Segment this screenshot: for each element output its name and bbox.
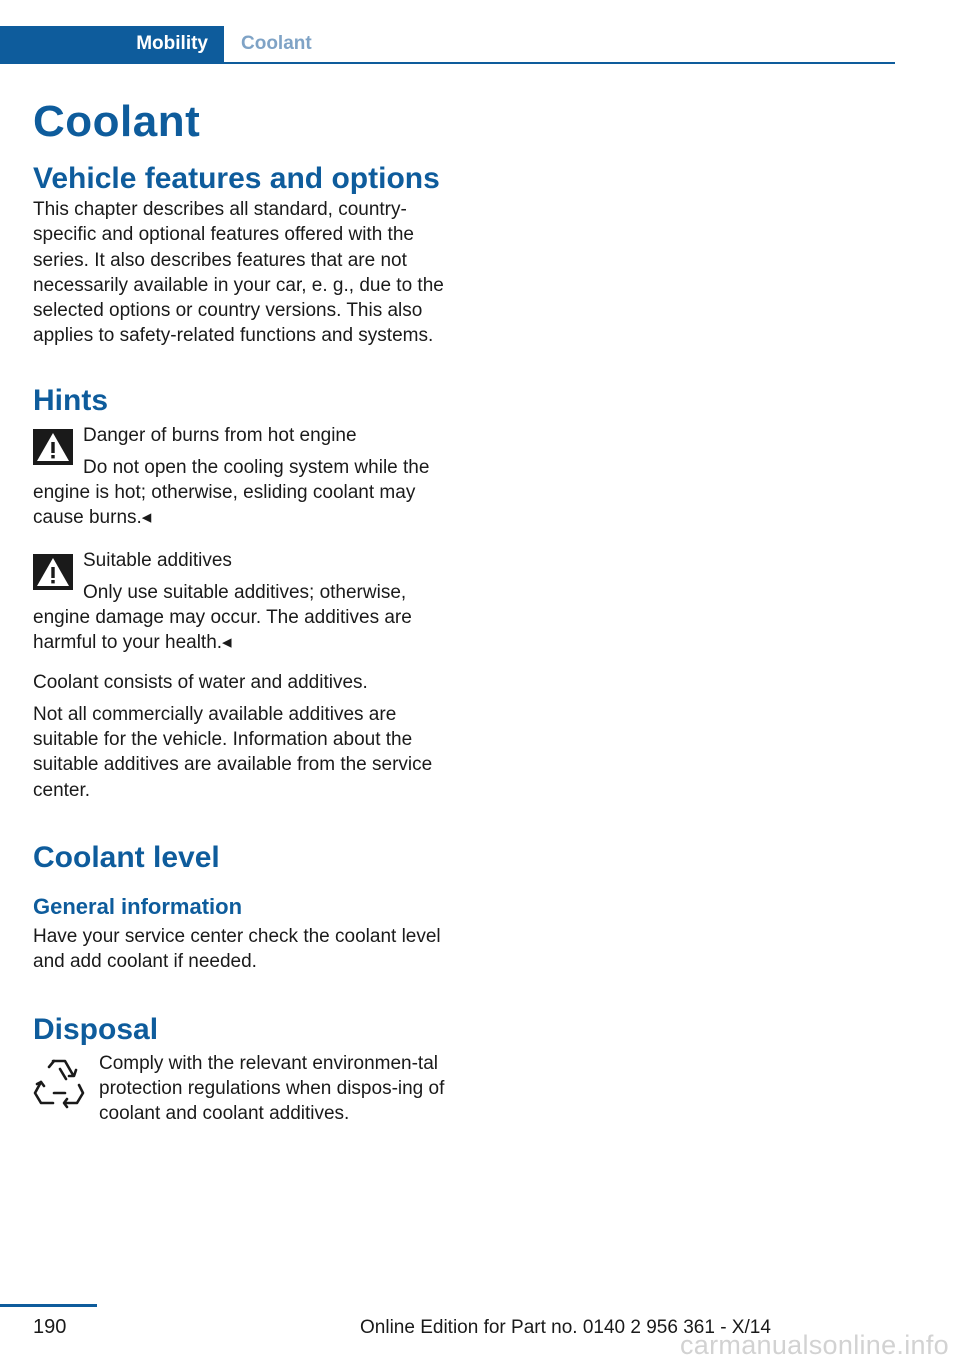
header-bar (0, 26, 895, 64)
tab-coolant[interactable]: Coolant (241, 33, 312, 54)
vehicle-features-text: This chapter describes all standard, country-specific and optional features offered with the series. It also describes features that are not necessarily available in your car, e. g., due to the selected options or country versions. This also applies to safety-related functions and systems. (33, 199, 444, 347)
page-number: 190 (33, 1316, 67, 1338)
warning-burns-text: Do not open the cooling system while the engine is hot; otherwise, esliding coolant may cause burns.◂ (33, 456, 430, 529)
warning-additives-title: Suitable additives (83, 549, 232, 571)
footer-rule (0, 1304, 97, 1307)
warning-burns-title: Danger of burns from hot engine (83, 424, 357, 446)
section-heading-disposal: Disposal (33, 1012, 159, 1046)
coolant-composition-text: Coolant consists of water and additives. (33, 671, 368, 693)
section-heading-hints: Hints (33, 383, 108, 417)
coolant-level-text: Have your service center check the coolant level and add coolant if needed. (33, 926, 441, 973)
watermark: carmanualsonline.info (680, 1330, 949, 1360)
additives-info-text: Not all commercially available additives are suitable for the vehicle. Information about the suitable additives are available from the service center. (33, 703, 433, 801)
section-heading-vehicle-features: Vehicle features and options (33, 162, 440, 195)
edition-note: Online Edition for Part no. 0140 2 956 361 - X/14 (360, 1317, 771, 1338)
tab-mobility[interactable]: Mobility (0, 26, 224, 62)
disposal-text: Comply with the relevant environmen-tal protection regulations when dispos-ing of coolant and coolant additives. (99, 1052, 445, 1125)
warning-triangle-icon (33, 429, 73, 465)
page-title: Coolant (33, 97, 201, 146)
recycle-icon (33, 1055, 85, 1109)
warning-triangle-icon (33, 554, 73, 590)
subheading-general-information: General information (33, 894, 243, 920)
disposal-note (33, 1051, 451, 1127)
main-content (33, 96, 451, 1127)
section-heading-coolant-level: Coolant level (33, 841, 220, 875)
warning-additives (33, 548, 451, 656)
warning-additives-text: Only use suitable additives; otherwise, engine damage may occur. The additives are harmful to your health.◂ (33, 581, 412, 654)
warning-burns (33, 423, 451, 531)
